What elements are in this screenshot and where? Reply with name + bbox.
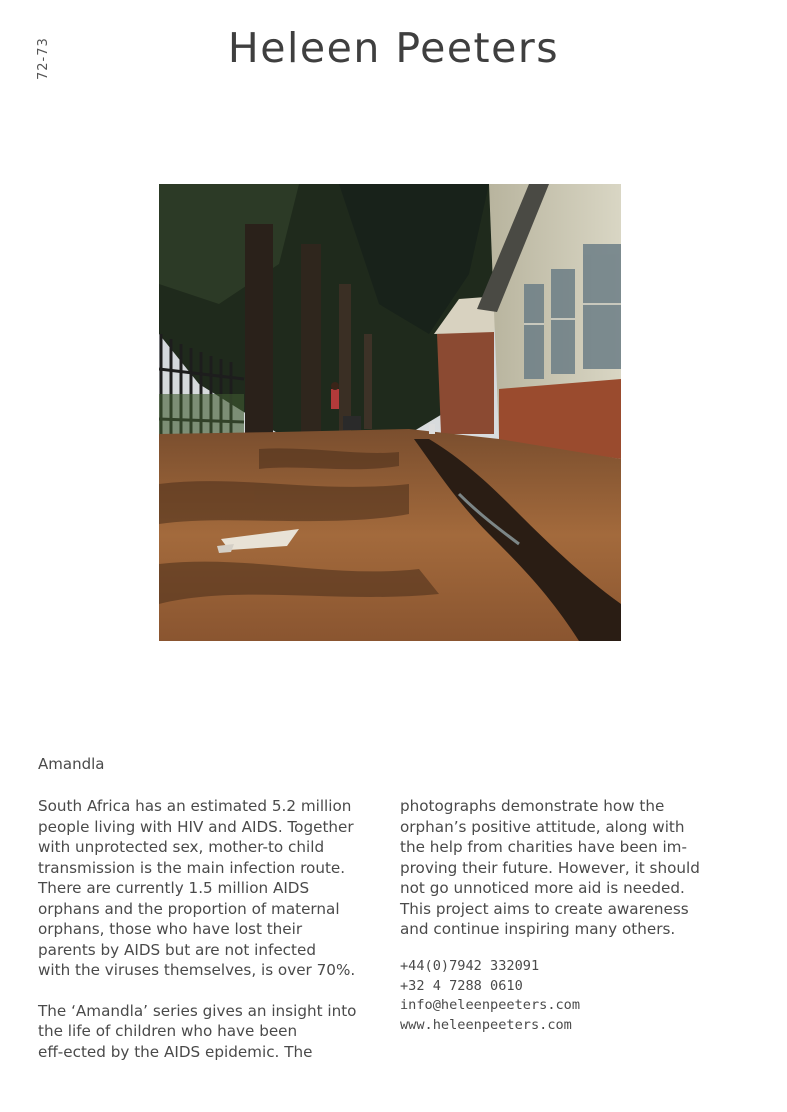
text-line: South Africa has an estimated 5.2 million [38, 797, 352, 815]
text-line: the help from charities have been im- [400, 838, 687, 856]
text-line: There are currently 1.5 million AIDS [38, 879, 310, 897]
text-line: parents by AIDS but are not infected [38, 940, 316, 959]
text-line: and continue inspiring many others. [400, 920, 676, 938]
phone-uk: +44(0)7942 332091 [400, 958, 540, 974]
page-title: Heleen Peeters [227, 24, 560, 72]
series-title: Amandla [38, 755, 105, 773]
contact-block [400, 957, 580, 1035]
email-link[interactable]: info@heleenpeeters.com [400, 997, 581, 1014]
photograph-dirt-path-with-trees [159, 184, 621, 641]
text-line: eff-ected by the AIDS epidemic. The [38, 1042, 313, 1061]
body-text-right-column [400, 796, 740, 940]
text-line: not go unnoticed more aid is needed. [400, 879, 685, 897]
text-line: with unprotected sex, mother-to child [38, 838, 325, 856]
website-link[interactable]: www.heleenpeeters.com [400, 1016, 572, 1033]
paragraph-gap [38, 981, 383, 1001]
text-line: people living with HIV and AIDS. Together [38, 817, 354, 836]
text-line: proving their future. However, it should [400, 858, 700, 877]
text-line: photographs demonstrate how the [400, 797, 665, 815]
page-numbers: 72-73 [36, 37, 51, 80]
phone-be: +32 4 7288 0610 [400, 977, 523, 994]
text-line: This project aims to create awareness [400, 899, 689, 918]
text-line: The ‘Amandla’ series gives an insight into [38, 1001, 357, 1020]
text-line: the life of children who have been [38, 1022, 298, 1040]
text-line: orphans and the proportion of maternal [38, 899, 340, 918]
body-text-left-column [38, 796, 383, 1062]
text-line: orphan’s positive attitude, along with [400, 817, 685, 836]
text-line: transmission is the main infection route. [38, 858, 346, 877]
text-line: with the viruses themselves, is over 70%. [38, 961, 356, 979]
text-line: orphans, those who have lost their [38, 920, 303, 938]
